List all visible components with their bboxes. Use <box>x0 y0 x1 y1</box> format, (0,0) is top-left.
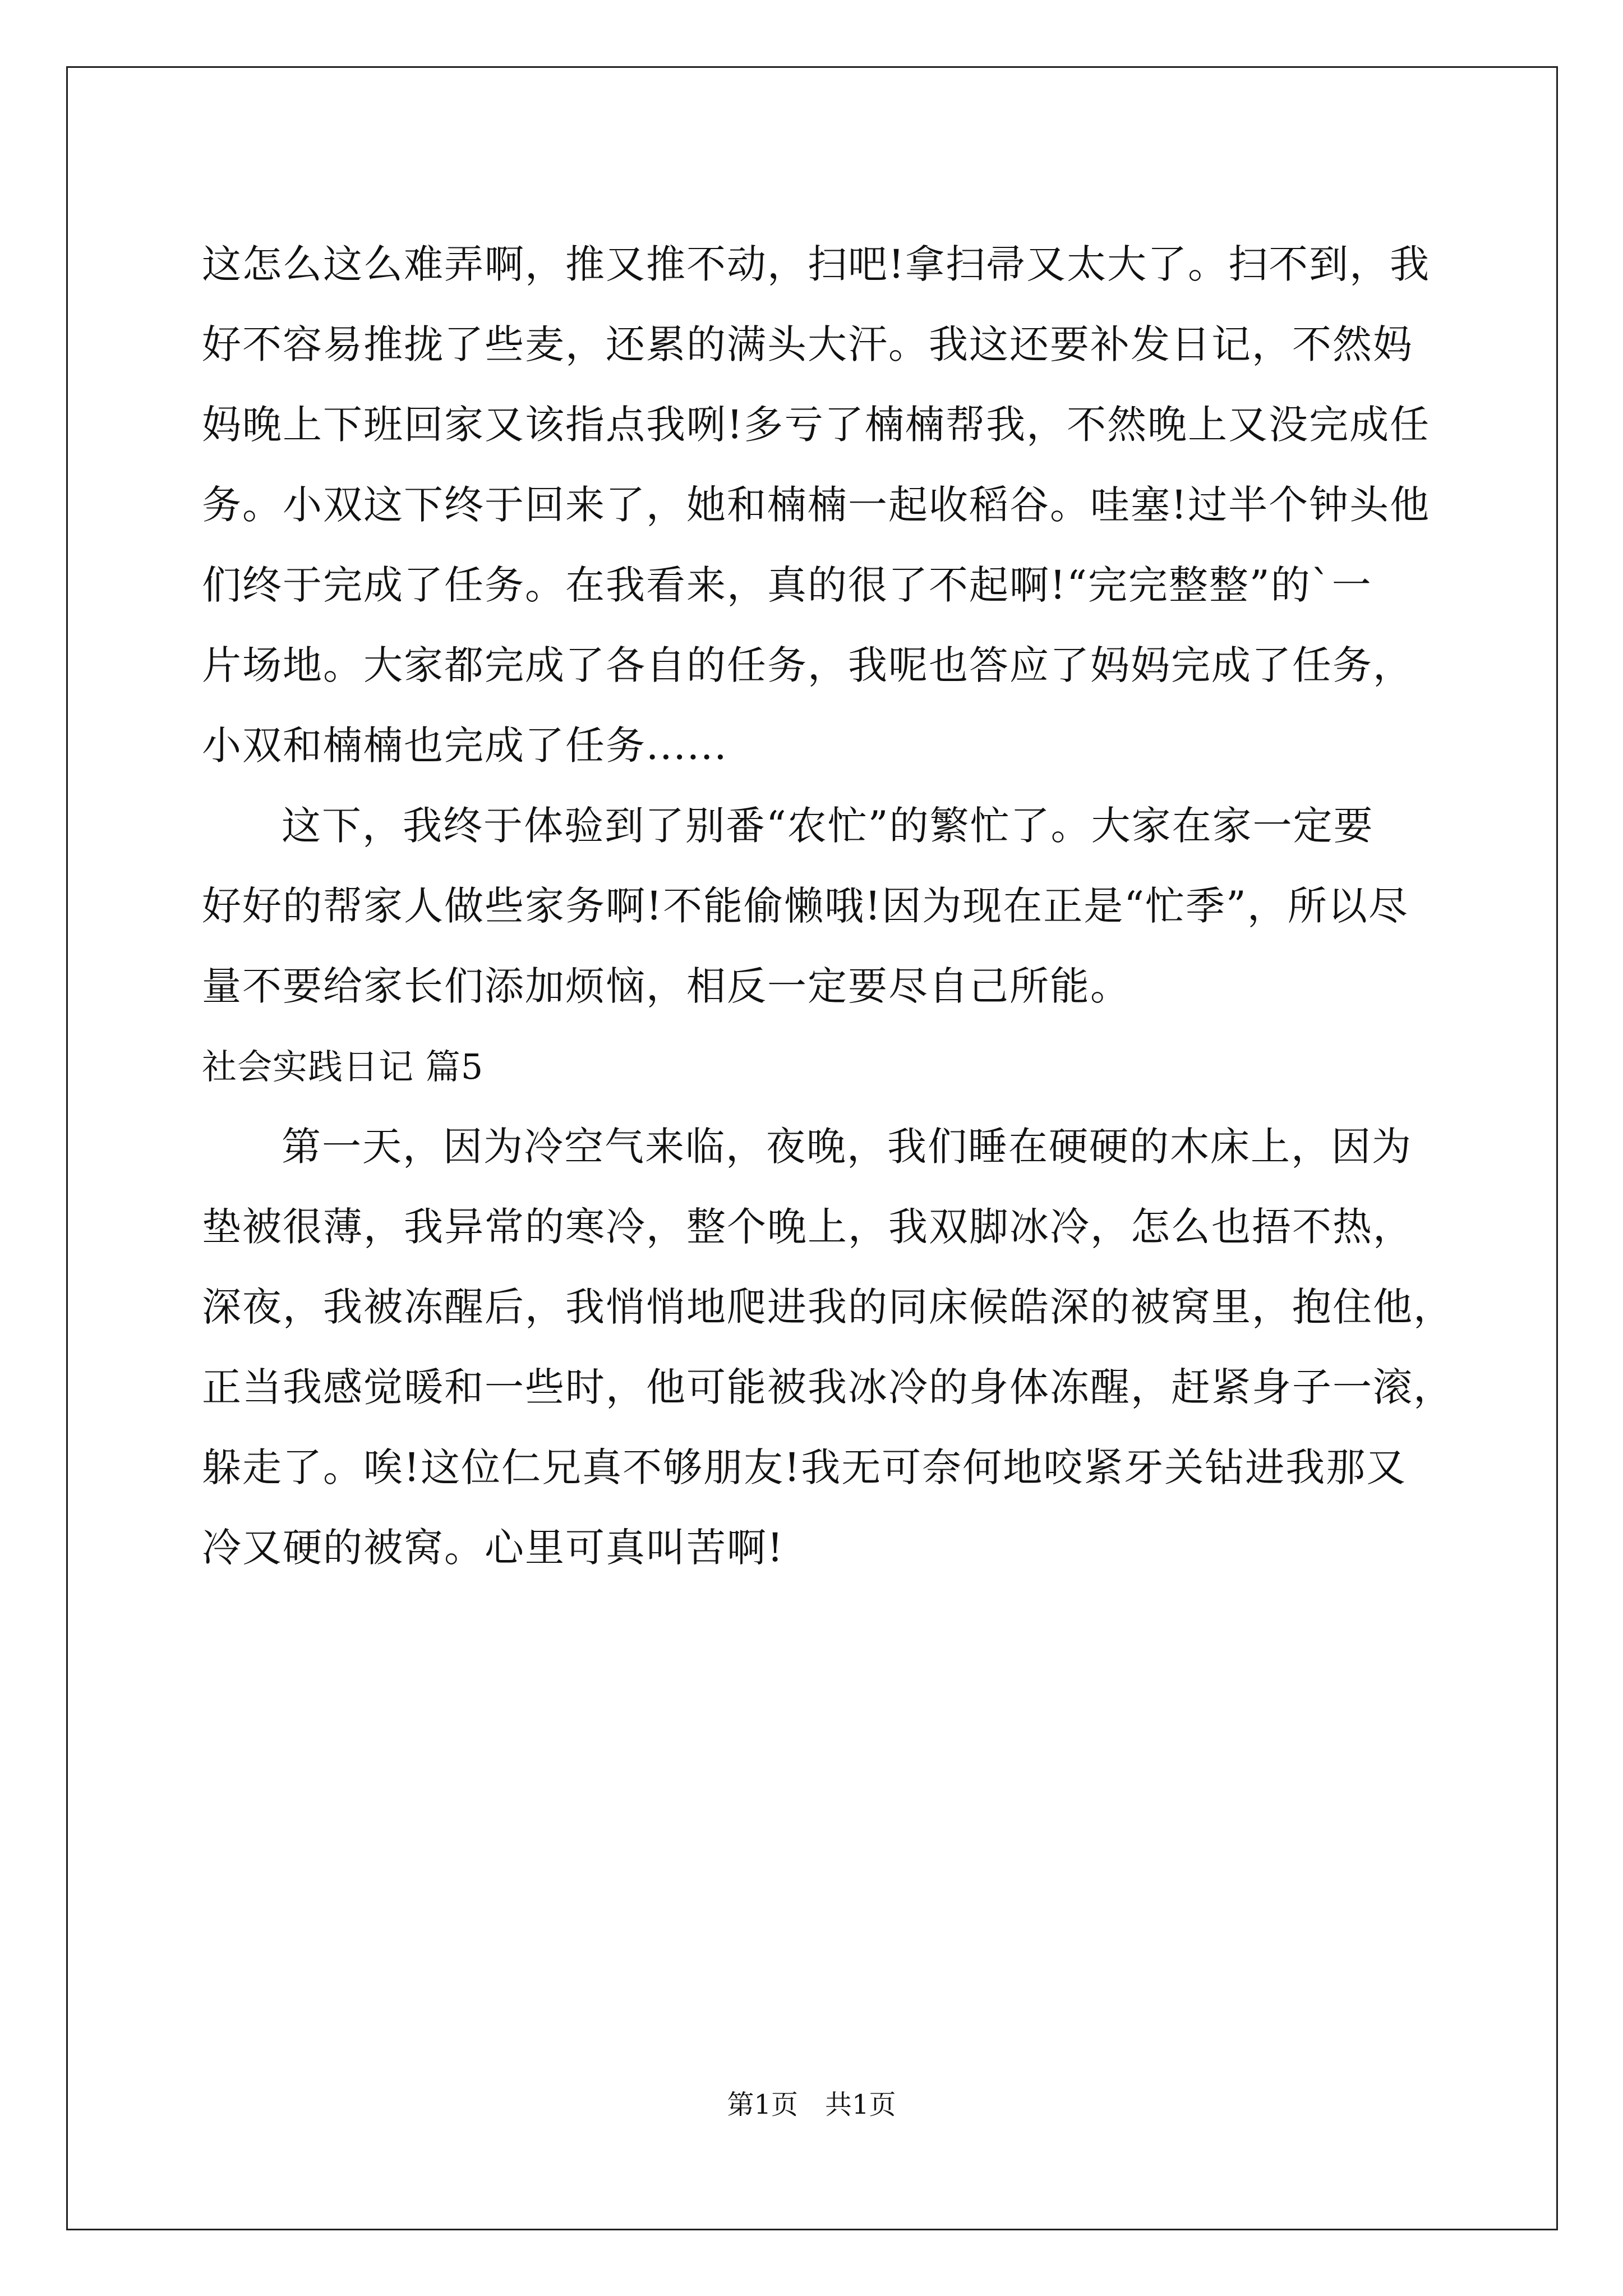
body-line: 这怎么这么难弄啊，推又推不动，扫吧!拿扫帚又太大了。扫不到，我 <box>202 241 1431 287</box>
body-line: 量不要给家长们添加烦恼，相反一定要尽自己所能。 <box>202 963 1131 1009</box>
body-line: 正当我感觉暖和一些时，他可能被我冰冷的身体冻醒，赶紧身子一滚， <box>202 1364 1454 1410</box>
body-line: 深夜，我被冻醒后，我悄悄地爬进我的同床候皓深的被窝里，抱住他， <box>202 1284 1454 1330</box>
section-heading: 社会实践日记 篇5 <box>202 1046 484 1087</box>
body-line: 小双和楠楠也完成了任务...... <box>202 723 728 769</box>
body-line: 垫被很薄，我异常的寒冷，整个晚上，我双脚冰冷，怎么也捂不热， <box>202 1204 1413 1250</box>
document-body <box>202 224 1454 1588</box>
body-line: 好好的帮家人做些家务啊!不能偷懒哦!因为现在正是“忙季”，所以尽 <box>202 883 1409 929</box>
body-line: 务。小双这下终于回来了，她和楠楠一起收稻谷。哇塞!过半个钟头他 <box>202 482 1431 528</box>
body-line: 躲走了。唉!这位仁兄真不够朋友!我无可奈何地咬紧牙关钻进我那又 <box>202 1444 1407 1490</box>
paragraph-start-line: 第一天，因为冷空气来临，夜晚，我们睡在硬硬的木床上，因为 <box>282 1124 1412 1170</box>
paragraph-start-line: 这下，我终于体验到了别番“农忙”的繁忙了。大家在家一定要 <box>282 803 1374 849</box>
body-line: 们终于完成了任务。在我看来，真的很了不起啊!“完完整整”的`一 <box>202 562 1372 608</box>
body-line: 妈晚上下班回家又该指点我咧!多亏了楠楠帮我，不然晚上又没完成任 <box>202 402 1431 448</box>
body-line: 冷又硬的被窝。心里可真叫苦啊! <box>202 1525 785 1571</box>
body-line: 好不容易推拢了些麦，还累的满头大汗。我这还要补发日记，不然妈 <box>202 321 1413 367</box>
page-number-footer: 第1页 共1页 <box>727 2089 896 2120</box>
body-line: 片场地。大家都完成了各自的任务，我呢也答应了妈妈完成了任务， <box>202 642 1413 688</box>
